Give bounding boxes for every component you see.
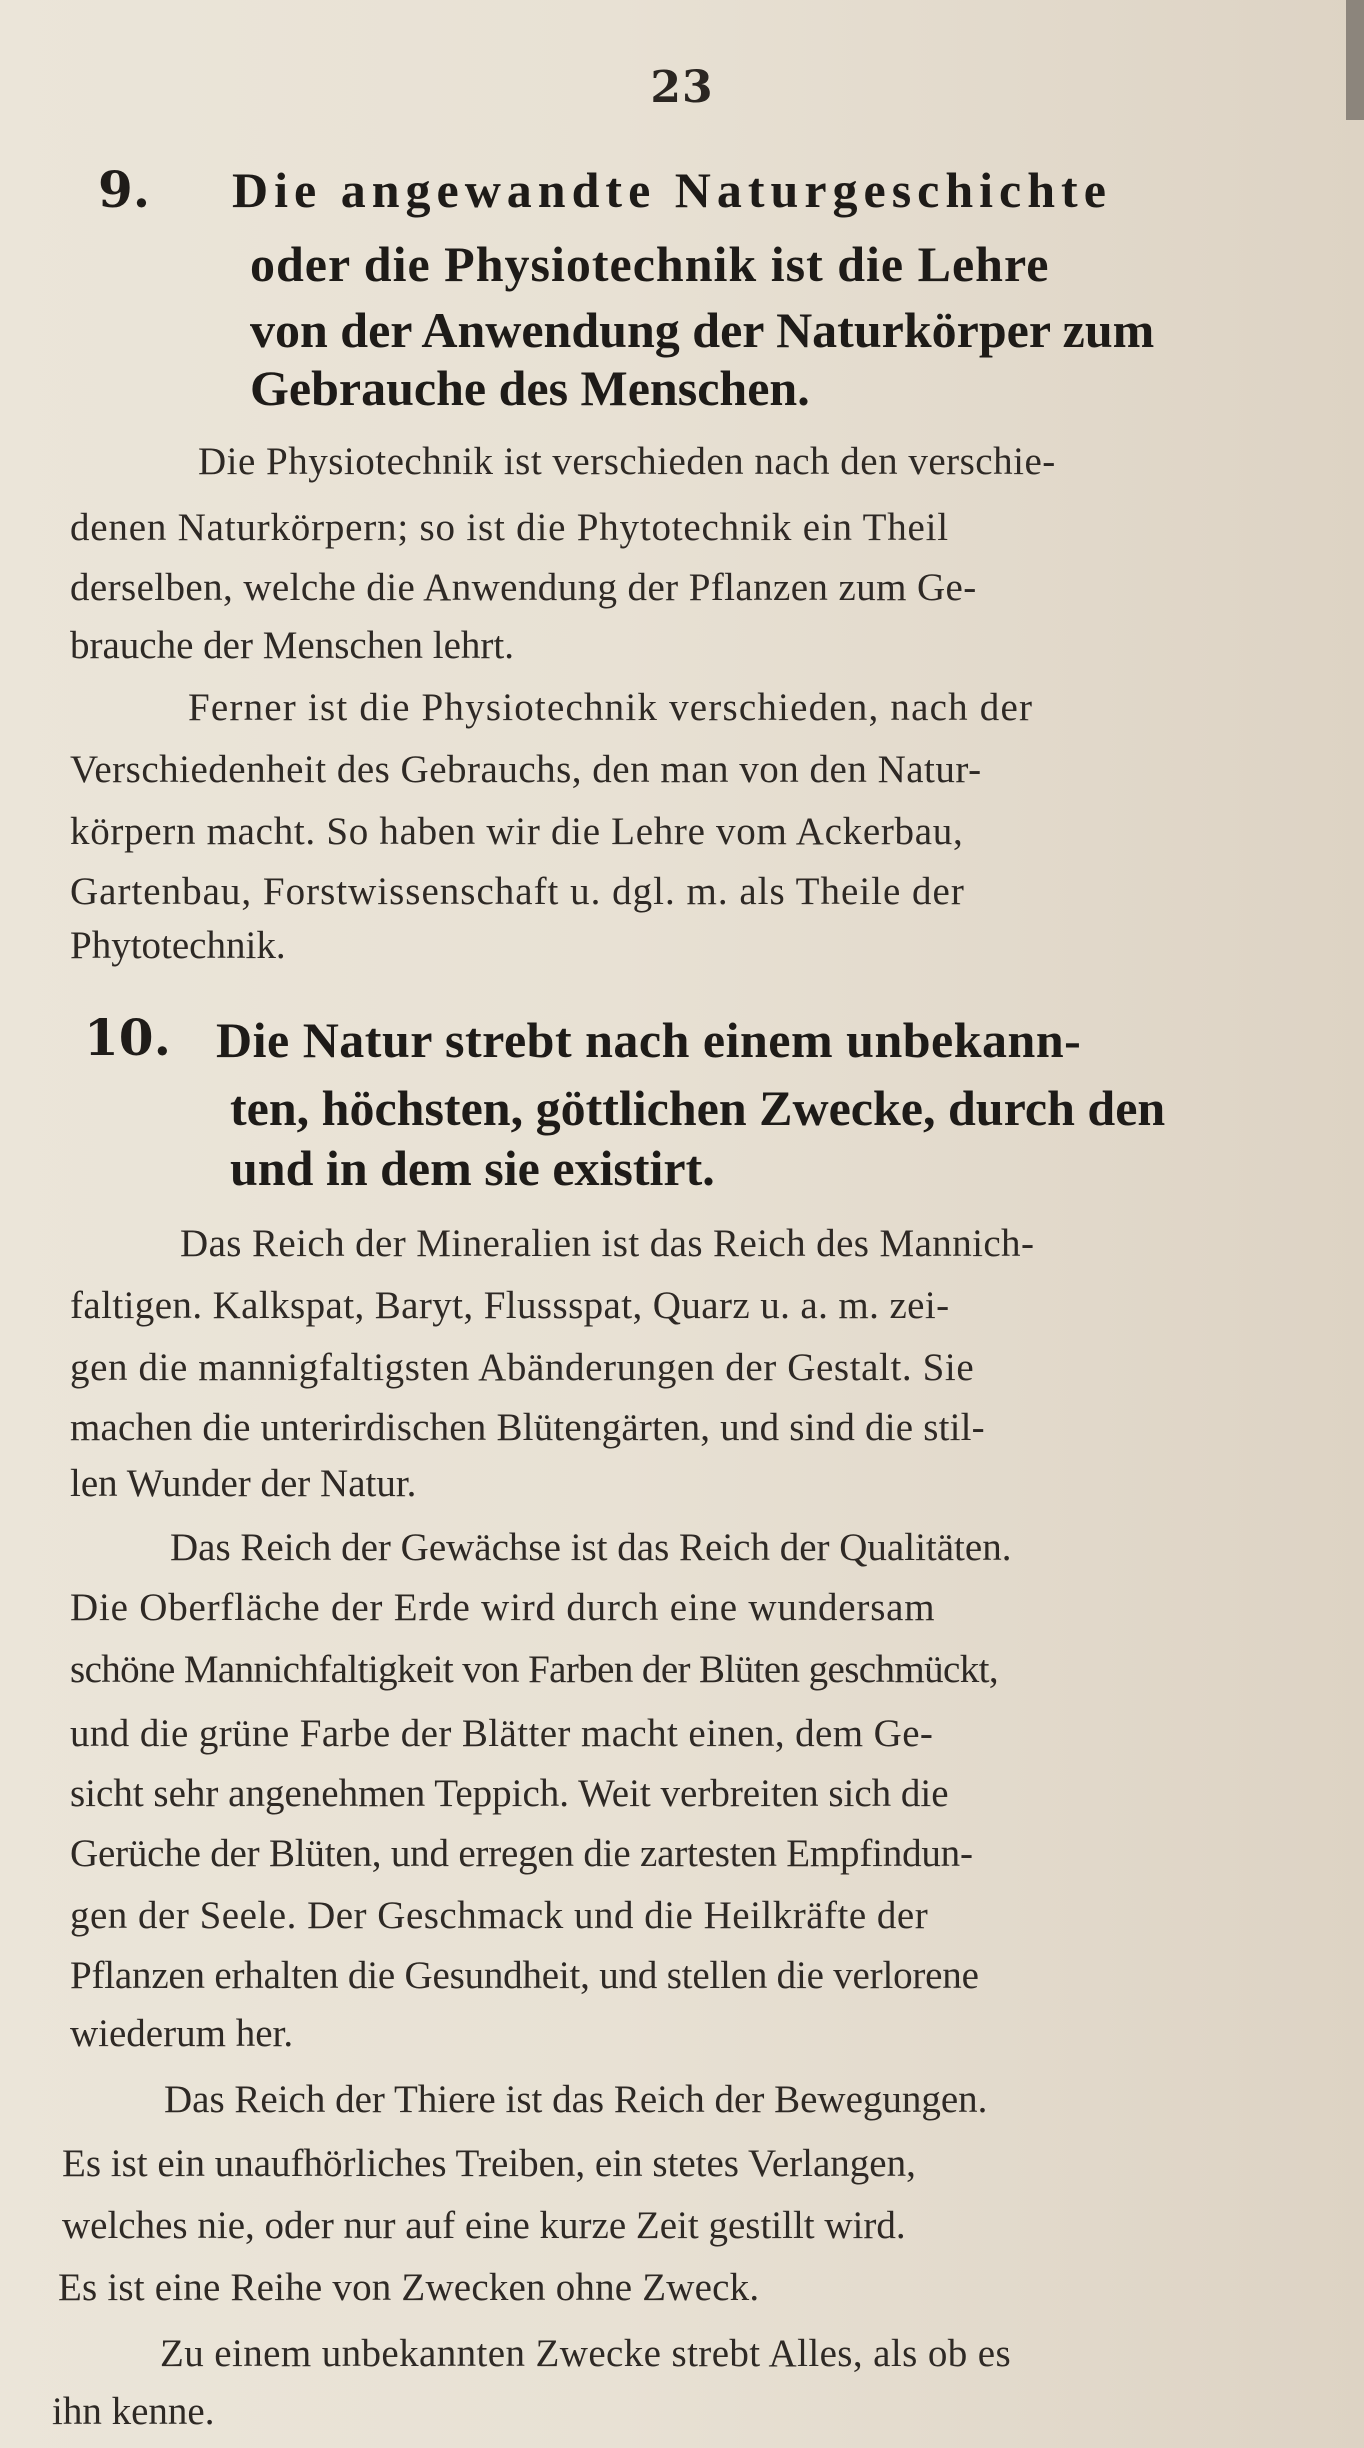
heading-line: ten, höchsten, göttlichen Zwecke, durch den [230,1080,1166,1136]
text-line: len Wunder der Natur. [70,1462,417,1505]
text-line: sicht sehr angenehmen Teppich. Weit verbreiten sich die [70,1772,949,1815]
text-line: Es ist ein unaufhörliches Treiben, ein stetes Verlangen, [62,2142,916,2185]
text-line: und die grüne Farbe der Blätter macht einen, dem Ge- [70,1712,934,1755]
heading-line: Die Natur strebt nach einem unbekann- [216,1012,1082,1068]
heading-line: Gebrauche des Menschen. [250,360,810,416]
text-line: Es ist eine Reihe von Zwecken ohne Zweck. [58,2266,760,2309]
text-line: Die Physiotechnik ist verschieden nach den verschie- [198,440,1056,483]
text-line: Ferner ist die Physiotechnik verschieden, nach der [188,686,1034,729]
heading-line: oder die Physiotechnik ist die Lehre [250,236,1050,292]
text-line: Phytotechnik. [70,924,286,967]
text-line: gen der Seele. Der Geschmack und die Heilkräfte der [70,1894,929,1937]
text-line: gen die mannigfaltigsten Abänderungen der Gestalt. Sie [70,1346,975,1389]
text-line: schöne Mannichfaltigkeit von Farben der Blüten geschmückt, [70,1648,999,1691]
heading-line: Die angewandte Naturgeschichte [232,162,1112,218]
text-line: Zu einem unbekannten Zwecke strebt Alles, als ob es [160,2332,1012,2375]
text-line: körpern macht. So haben wir die Lehre vom Ackerbau, [70,810,964,853]
section-number-9: 9. [98,160,151,219]
text-line: Das Reich der Mineralien ist das Reich des Mannich- [180,1222,1035,1265]
text-line: Verschiedenheit des Gebrauchs, den man von den Natur- [70,748,982,791]
page-number: 23 [650,62,714,113]
text-line: Das Reich der Thiere ist das Reich der Bewegungen. [164,2078,988,2121]
text-line: wiederum her. [70,2012,294,2055]
text-line: denen Naturkörpern; so ist die Phytotechnik ein Theil [70,506,949,549]
text-line: derselben, welche die Anwendung der Pflanzen zum Ge- [70,566,977,609]
text-line: Das Reich der Gewächse ist das Reich der Qualitäten. [170,1526,1012,1569]
text-line: brauche der Menschen lehrt. [70,624,514,667]
text-line: Gerüche der Blüten, und erregen die zartesten Empfindun- [70,1832,973,1875]
text-line: Die Oberfläche der Erde wird durch eine wundersam [70,1586,936,1629]
text-line: welches nie, oder nur auf eine kurze Zeit gestillt wird. [62,2204,906,2247]
text-line: machen die unterirdischen Blütengärten, und sind die stil- [70,1406,985,1449]
text-line: ihn kenne. [52,2390,215,2433]
text-line: Pflanzen erhalten die Gesundheit, und stellen die verlorene [70,1954,979,1997]
section-number-10: 10. [84,1008,171,1067]
text-line: faltigen. Kalkspat, Baryt, Flussspat, Quarz u. a. m. zei- [70,1284,950,1327]
heading-line: und in dem sie existirt. [230,1140,715,1196]
text-line: Gartenbau, Forstwissenschaft u. dgl. m. als Theile der [70,870,965,913]
heading-line: von der Anwendung der Naturkörper zum [250,302,1155,358]
